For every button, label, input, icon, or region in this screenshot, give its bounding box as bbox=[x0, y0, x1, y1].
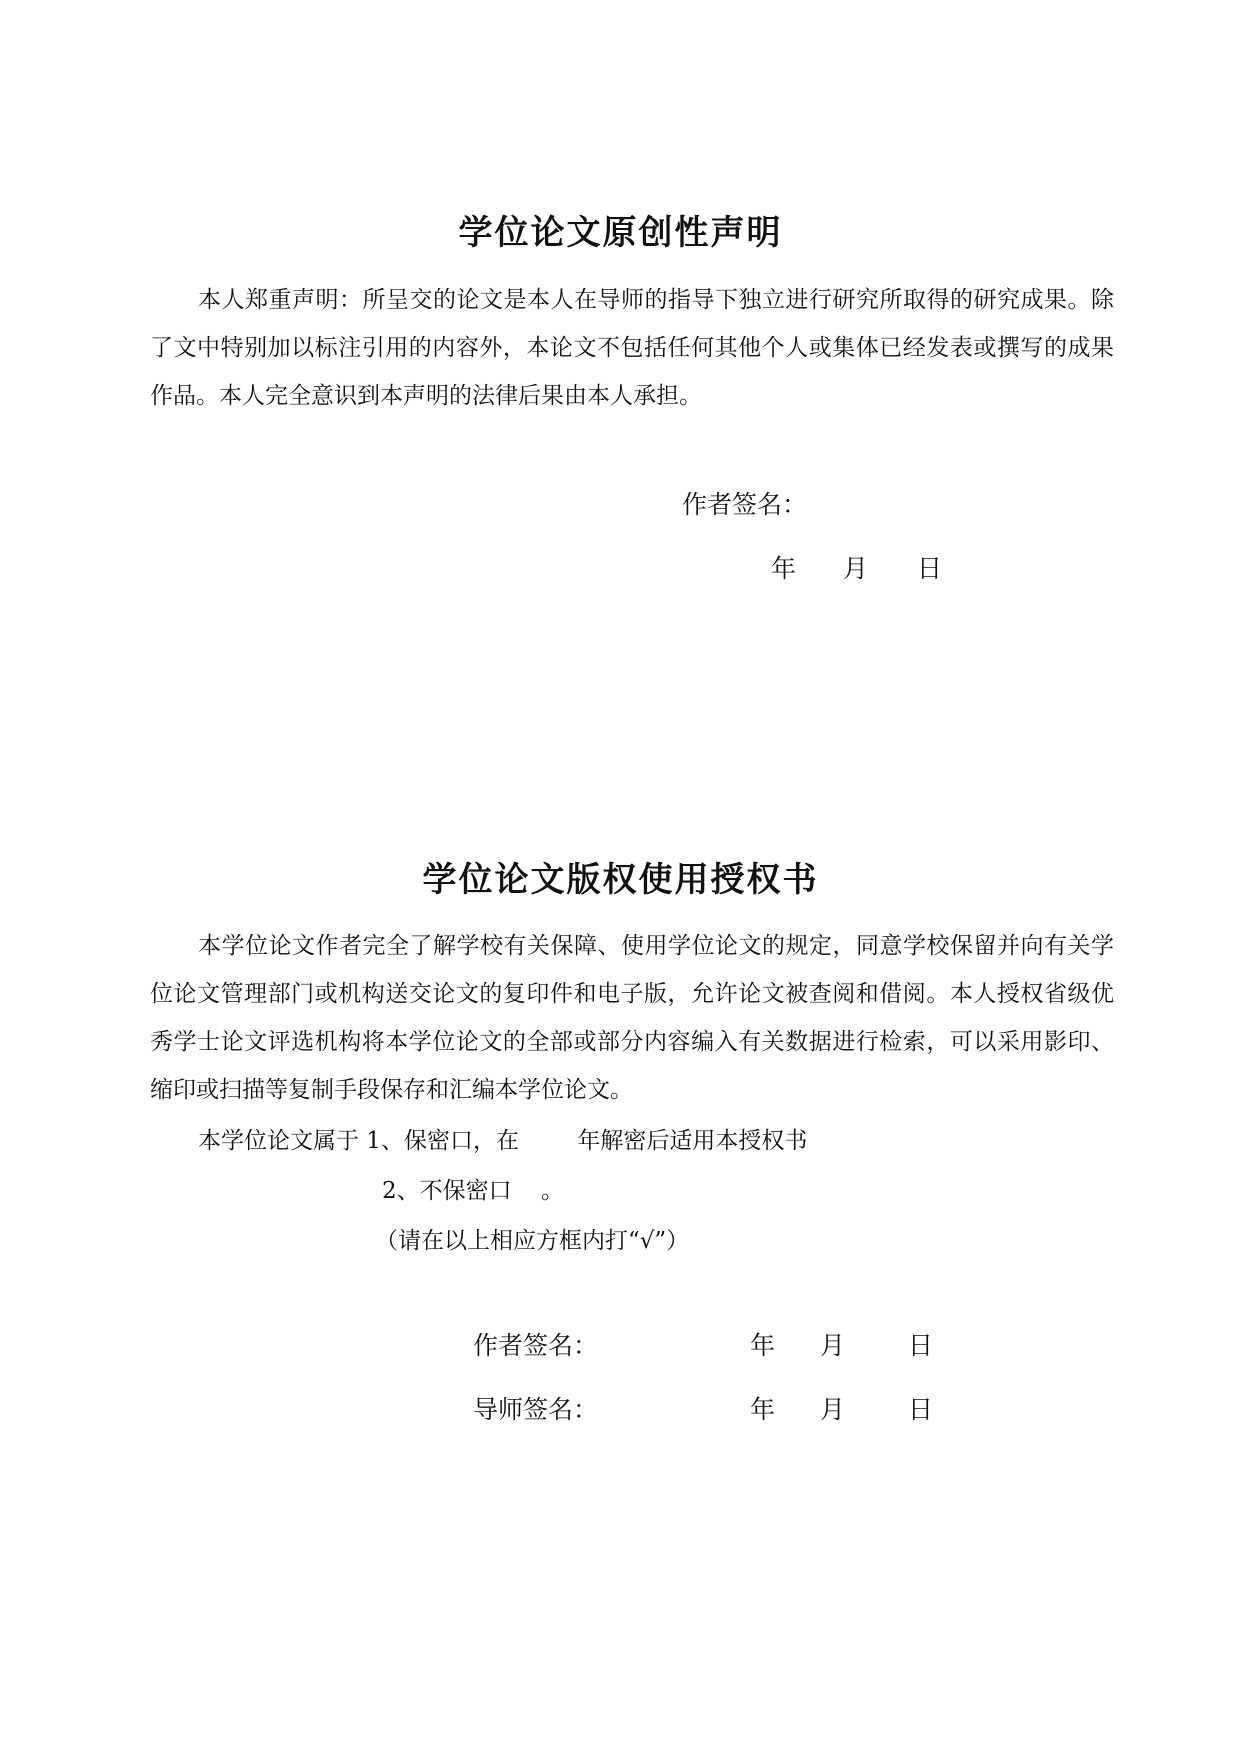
authorization-advisor-signature-label: 导师签名： bbox=[473, 1395, 599, 1424]
declaration-date-year: 年 bbox=[771, 554, 797, 583]
authorization-option-note: （请在以上相应方框内打“√”） bbox=[375, 1228, 690, 1254]
authorization-author-date-month: 月 bbox=[820, 1331, 846, 1360]
authorization-advisor-date-month: 月 bbox=[820, 1395, 846, 1424]
authorization-author-signature-label: 作者签名： bbox=[473, 1331, 599, 1360]
authorization-option-intro: 本学位论文属于 1、保密口，在 年解密后适用本授权书 bbox=[198, 1128, 808, 1154]
authorization-author-date-day: 日 bbox=[908, 1331, 934, 1360]
declaration-author-signature-label: 作者签名： bbox=[682, 490, 808, 519]
authorization-body: 本学位论文作者完全了解学校有关保障、使用学位论文的规定，同意学校保留并向有关学位论文管理部门或机构送交论文的复印件和电子版，允许论文被查阅和借阅。本人授权省级优秀学士论文评选机构将本学位论文的全部或部分内容编入有关数据进行检索，可以采用影印、缩印或扫描等复制手段保存和汇编本学位论文。 bbox=[150, 933, 1114, 1103]
authorization-title: 学位论文版权使用授权书 bbox=[422, 860, 819, 900]
declaration-body: 本人郑重声明：所呈交的论文是本人在导师的指导下独立进行研究所取得的研究成果。除了文中特别加以标注引用的内容外，本论文不包括任何其他个人或集体已经发表或撰写的成果作品。本人完全意识到本声明的法律后果由本人承担。 bbox=[150, 287, 1114, 409]
authorization-option-2: 2、不保密口 。 bbox=[382, 1178, 564, 1204]
declaration-title: 学位论文原创性声明 bbox=[458, 213, 783, 253]
authorization-advisor-date-year: 年 bbox=[750, 1395, 776, 1424]
authorization-advisor-date-day: 日 bbox=[908, 1395, 934, 1424]
declaration-date-month: 月 bbox=[843, 554, 869, 583]
declaration-date-day: 日 bbox=[917, 554, 943, 583]
authorization-author-date-year: 年 bbox=[750, 1331, 776, 1360]
